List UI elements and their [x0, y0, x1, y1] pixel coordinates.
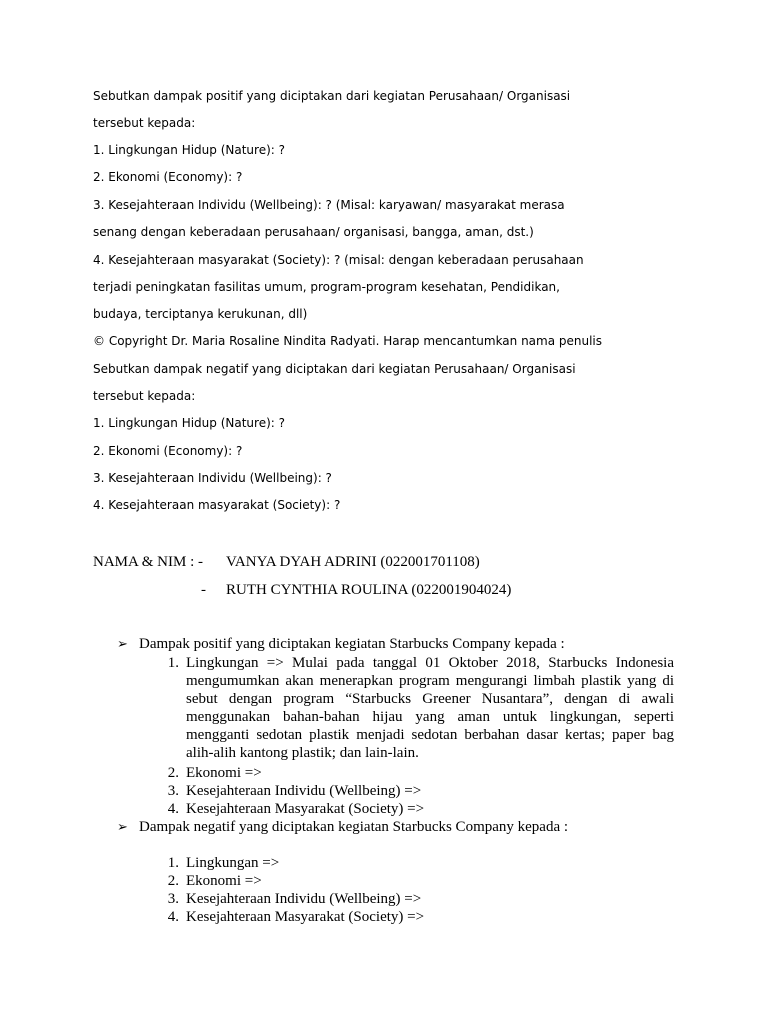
question-line: 3. Kesejahteraan Individu (Wellbeing): ? (Misal: karyawan/ masyarakat merasa	[93, 198, 565, 212]
list-item-text: Lingkungan =>	[186, 855, 280, 871]
list-item-text: Kesejahteraan Masyarakat (Society) =>	[186, 909, 425, 925]
student-name: RUTH CYNTHIA ROULINA (022001904024)	[226, 582, 512, 598]
question-line: 1. Lingkungan Hidup (Nature): ?	[93, 143, 285, 157]
list-item-text: Ekonomi =>	[186, 765, 262, 781]
question-line: Sebutkan dampak negatif yang diciptakan dari kegiatan Perusahaan/ Organisasi	[93, 362, 576, 376]
list-number: 1.	[167, 855, 179, 871]
copyright-line: © Copyright Dr. Maria Rosaline Nindita Radyati. Harap mencantumkan nama penulis	[93, 334, 603, 348]
question-line: terjadi peningkatan fasilitas umum, program-program kesehatan, Pendidikan,	[93, 280, 560, 294]
question-line: 4. Kesejahteraan masyarakat (Society): ?	[93, 498, 341, 512]
negative-heading: Dampak negatif yang diciptakan kegiatan Starbucks Company kepada :	[139, 819, 569, 835]
list-item-text: Ekonomi =>	[186, 873, 262, 889]
list-number: 2.	[167, 873, 179, 889]
question-line: senang dengan keberadaan perusahaan/ organisasi, bangga, aman, dst.)	[93, 225, 534, 239]
list-number: 3.	[167, 783, 179, 799]
list-item-text: Kesejahteraan Masyarakat (Society) =>	[186, 801, 425, 817]
list-dash: -	[201, 582, 206, 598]
list-number: 4.	[167, 909, 179, 925]
list-number: 2.	[167, 765, 179, 781]
list-number: 1.	[167, 655, 179, 671]
question-line: 2. Ekonomi (Economy): ?	[93, 444, 243, 458]
question-line: 3. Kesejahteraan Individu (Wellbeing): ?	[93, 471, 332, 485]
question-line: Sebutkan dampak positif yang diciptakan dari kegiatan Perusahaan/ Organisasi	[93, 89, 571, 103]
list-item-text: Kesejahteraan Individu (Wellbeing) =>	[186, 891, 422, 907]
student-name: VANYA DYAH ADRINI (022001701108)	[226, 554, 480, 570]
positive-heading: Dampak positif yang diciptakan kegiatan Starbucks Company kepada :	[139, 636, 565, 652]
question-line: budaya, terciptanya kerukunan, dll)	[93, 307, 308, 321]
list-number: 3.	[167, 891, 179, 907]
students-label: NAMA & NIM : -	[93, 554, 204, 570]
question-line: 1. Lingkungan Hidup (Nature): ?	[93, 416, 285, 430]
arrow-bullet-icon: ➢	[117, 636, 128, 651]
question-line: tersebut kepada:	[93, 116, 196, 130]
arrow-bullet-icon: ➢	[117, 819, 128, 834]
question-line: tersebut kepada:	[93, 389, 196, 403]
list-number: 4.	[167, 801, 179, 817]
question-line: 2. Ekonomi (Economy): ?	[93, 170, 243, 184]
question-line: 4. Kesejahteraan masyarakat (Society): ? (misal: dengan keberadaan perusahaan	[93, 253, 584, 267]
list-item-text: Kesejahteraan Individu (Wellbeing) =>	[186, 783, 422, 799]
list-item-text: Lingkungan => Mulai pada tanggal 01 Oktober 2018, Starbucks Indonesia mengumumkan akan menerapkan program mengurangi limbah plastik yang di sebut dengan program “Starbucks Greener Nusantara”, dengan di awali menggunakan bahan-bahan hijau yang aman untuk lingkungan, seperti mengganti sedotan plastik menjadi sedotan berbahan dasar kertas; paper bag alih-alih kantong plastik; dan lain-lain.	[186, 655, 674, 761]
